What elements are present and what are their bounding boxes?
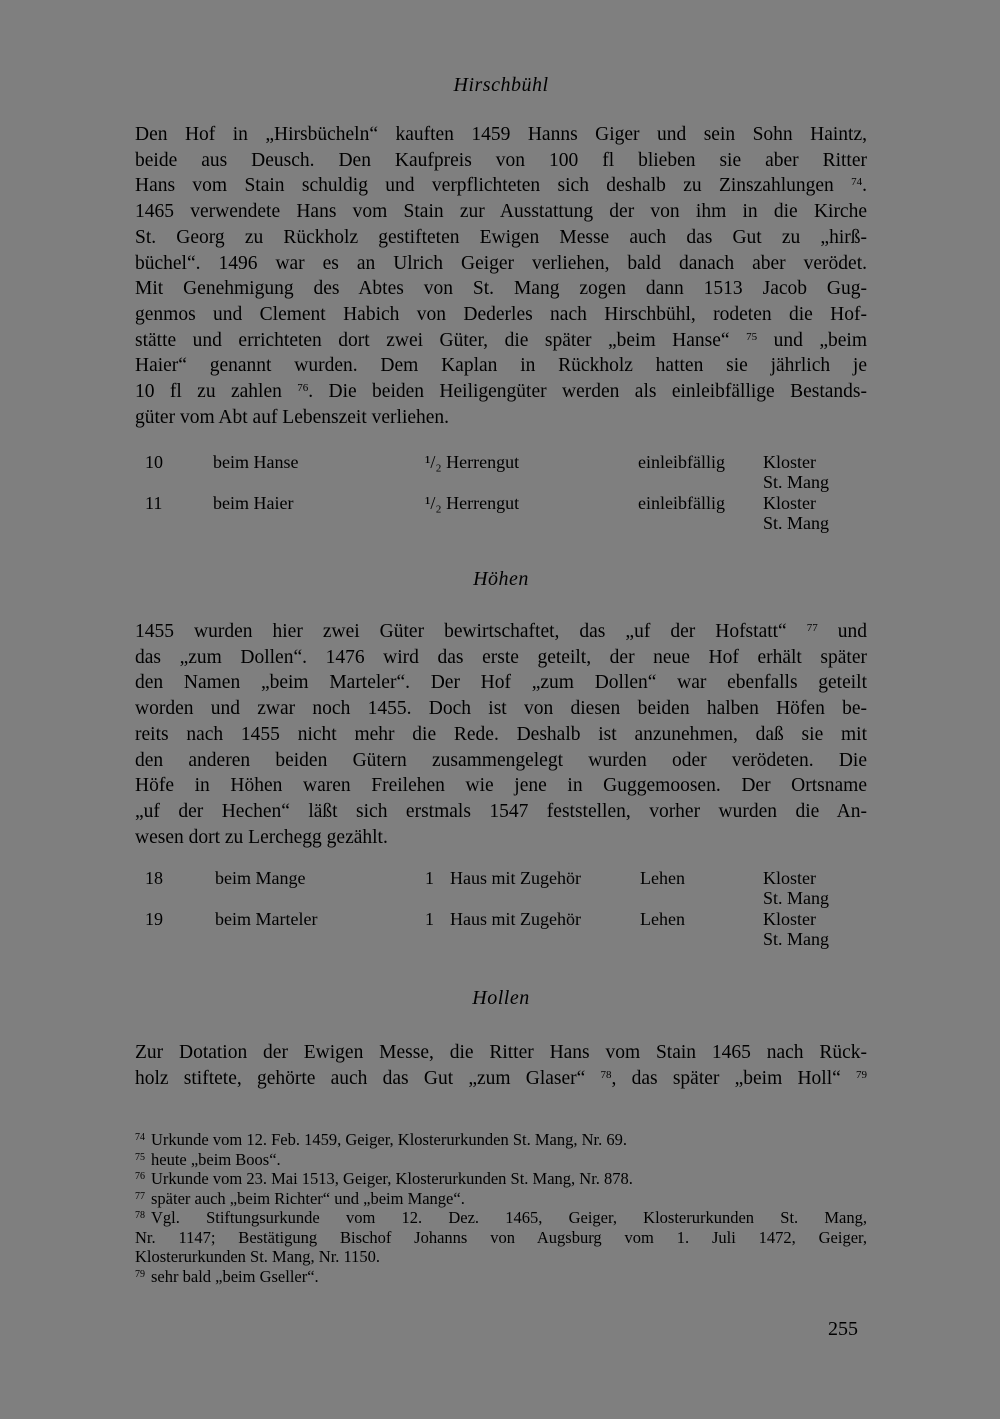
farm-name: beim Mange <box>215 868 306 888</box>
text-line: 1455 wurden hier zwei Güter bewirtschaftet, das „uf der Hofstatt“ $^{77}$ und <box>135 621 867 642</box>
text-line: güter vom Abt auf Lebenszeit verliehen. <box>135 406 450 428</box>
text-line: St. Georg zu Rückholz gestifteten Ewigen Messe auch das Gut zu „hirß- <box>135 226 867 248</box>
text-line: den anderen beiden Gütern zusammengelegt wurden oder verödeten. Die <box>135 749 867 771</box>
tenure-type: einleibfällig <box>638 452 725 472</box>
landlord: Kloster St. Mang <box>763 493 830 533</box>
text-line: beide aus Deusch. Den Kaufpreis von 100 fl blieben sie aber Ritter <box>135 149 867 171</box>
footnote <box>135 1189 867 1209</box>
landlord: Kloster St. Mang <box>763 452 830 492</box>
text-line: stätte und errichteten dort zwei Güter, die später „beim Hanse“ $^{75}$ und „beim <box>135 329 867 351</box>
paragraph-hollen <box>135 1040 867 1091</box>
table-row <box>0 493 1000 534</box>
text-line: worden und zwar noch 1455. Doch ist von diesen beiden halben Höfen be- <box>135 698 867 720</box>
text-line: holz stiftete, gehörte auch das Gut „zum Glaser“ $^{78}$, das später „beim Holl“ $^{79}$ <box>135 1067 868 1089</box>
footnote <box>135 1267 867 1287</box>
footnote-number: 74 <box>135 1132 145 1143</box>
footnote-ref: 79 <box>856 1068 868 1081</box>
footnote-text: Urkunde vom 23. Mai 1513, Geiger, Klosterurkunden St. Mang, Nr. 878. <box>151 1169 633 1188</box>
lot-number: 10 <box>145 452 163 472</box>
footnote <box>135 1150 867 1170</box>
quantity: 1 <box>425 868 434 888</box>
footnote-ref: 76 <box>297 382 309 395</box>
tenure-type: Lehen <box>640 868 685 888</box>
section-heading-hirschbuehl: Hirschbühl <box>453 74 549 96</box>
text-line: büchel“. 1496 war es an Ulrich Geiger verliehen, bald danach aber verödet. <box>135 252 867 274</box>
table-row <box>0 909 1000 950</box>
farm-name: beim Hanse <box>213 452 299 472</box>
footnote <box>135 1169 867 1189</box>
footnote-text: Vgl. Stiftungsurkunde vom 12. Dez. 1465, Geiger, Klosterurkunden St. Mang, <box>151 1208 867 1227</box>
tenure-type: Lehen <box>640 909 685 929</box>
text-line: 1465 verwendete Hans vom Stain zur Ausstattung der von ihm in die Kirche <box>135 201 867 223</box>
footnote-text: sehr bald „beim Gseller“. <box>151 1266 319 1286</box>
footnote-number: 79 <box>135 1268 145 1280</box>
text-line: reits nach 1455 nicht mehr die Rede. Deshalb ist anzunehmen, daß sie mit <box>135 723 867 745</box>
footnote-ref: 75 <box>746 330 758 343</box>
farm-name: beim Marteler <box>215 909 318 929</box>
paragraph-hoehen <box>135 619 867 850</box>
footnote-number: 75 <box>135 1151 145 1163</box>
footnote-text: Nr. 1147; Bestätigung Bischof Johanns von Augsburg vom 1. Juli 1472, Geiger, <box>135 1227 867 1247</box>
text-line: „uf der Hechen“ läßt sich erstmals 1547 feststellen, vorher wurden die An- <box>135 800 867 822</box>
footnote-text: Urkunde vom 12. Feb. 1459, Geiger, Klosterurkunden St. Mang, Nr. 69. <box>151 1130 627 1149</box>
text-line: wesen dort zu Lerchegg gezählt. <box>135 826 388 848</box>
footnote <box>135 1130 867 1150</box>
text-line: Hans vom Stain schuldig und verpflichteten sich deshalb zu Zinszahlungen $^{74}$. <box>135 175 868 197</box>
lot-number: 19 <box>145 909 163 929</box>
footnote-number: 77 <box>135 1190 145 1202</box>
property-table-hoehen <box>0 868 1000 950</box>
text-line: den Namen „beim Marteler“. Der Hof „zum Dollen“ war ebenfalls geteilt <box>135 672 867 694</box>
farm-size: Haus mit Zugehör <box>450 868 581 888</box>
footnote-text: heute „beim Boos“. <box>151 1149 281 1169</box>
farm-size: Haus mit Zugehör <box>450 909 581 929</box>
tenure-type: einleibfällig <box>638 493 725 513</box>
paragraph-hirschbuehl <box>135 122 867 430</box>
footnotes <box>135 1130 867 1286</box>
section-heading-hoehen: Höhen <box>473 568 529 590</box>
footnote-ref: 77 <box>806 622 818 634</box>
footnote-number: 78 <box>135 1210 145 1221</box>
table-row <box>0 868 1000 909</box>
property-table-hirschbuehl <box>0 452 1000 534</box>
farm-size: ¹/₂ Herrengut <box>425 493 520 513</box>
quantity: 1 <box>425 909 434 929</box>
lot-number: 11 <box>145 493 163 513</box>
footnote-ref: 78 <box>600 1068 612 1081</box>
text-line: das „zum Dollen“. 1476 wird das erste geteilt, der neue Hof erhält später <box>135 646 867 668</box>
text-line: Zur Dotation der Ewigen Messe, die Ritter Hans vom Stain 1465 nach Rück- <box>135 1042 867 1063</box>
footnote-text: Klosterurkunden St. Mang, Nr. 1150. <box>135 1247 381 1266</box>
text-line: genmos und Clement Habich von Dederles nach Hirschbühl, rodeten die Hof- <box>135 303 867 325</box>
lot-number: 18 <box>145 868 163 888</box>
section-heading-hollen: Hollen <box>472 987 530 1009</box>
text-line: Haier“ genannt wurden. Dem Kaplan in Rückholz hatten sie jährlich je <box>135 355 867 377</box>
text-line: Den Hof in „Hirsbücheln“ kauften 1459 Hanns Giger und sein Sohn Haintz, <box>135 124 867 145</box>
landlord: Kloster St. Mang <box>763 868 830 908</box>
farm-name: beim Haier <box>213 493 294 513</box>
text-line: Höfe in Höhen waren Freilehen wie jene in Guggemoosen. Der Ortsname <box>135 775 867 797</box>
table-row <box>0 452 1000 493</box>
footnote-text: später auch „beim Richter“ und „beim Mange“. <box>151 1188 465 1208</box>
text-line: Mit Genehmigung des Abtes von St. Mang zogen dann 1513 Jacob Gug- <box>135 278 867 300</box>
footnote-ref: 74 <box>851 176 863 189</box>
text-line: 10 fl zu zahlen $^{76}$. Die beiden Heiligengüter werden als einleibfällige Bestands- <box>135 381 867 403</box>
footnote <box>135 1208 867 1267</box>
page-number: 255 <box>828 1318 858 1340</box>
farm-size: ¹/₂ Herrengut <box>425 452 520 472</box>
landlord: Kloster St. Mang <box>763 909 830 949</box>
footnote-number: 76 <box>135 1171 145 1182</box>
